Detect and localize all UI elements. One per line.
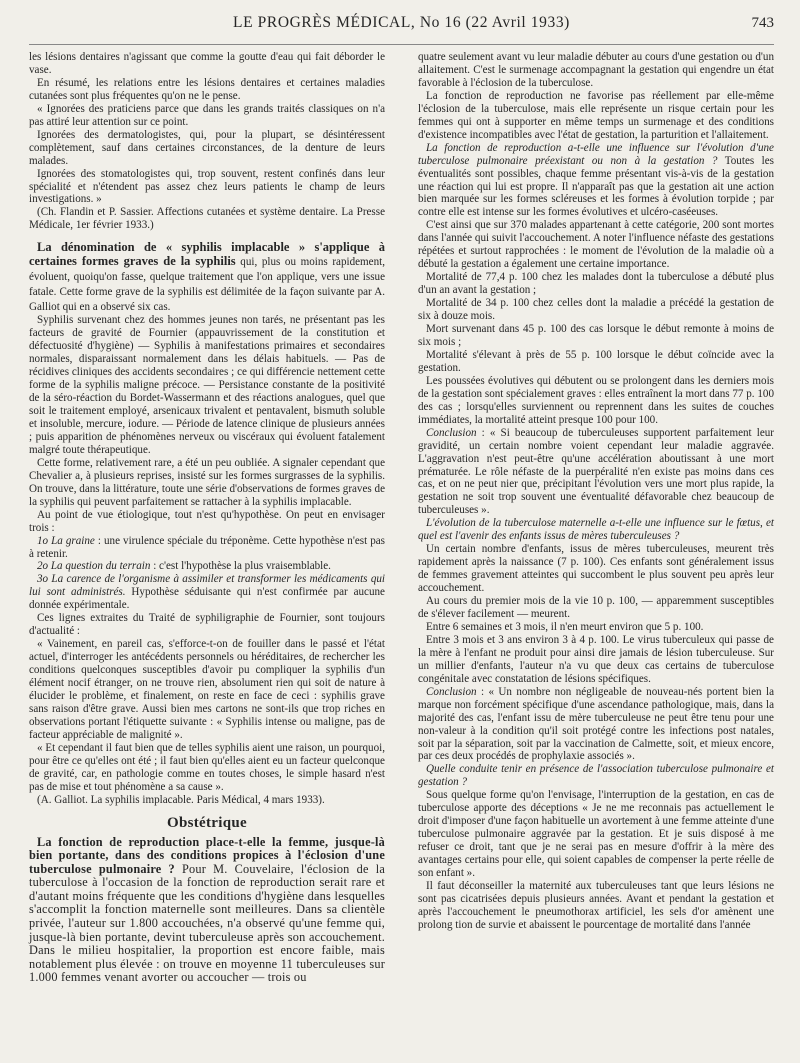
paragraph: C'est ainsi que sur 370 malades appartenant à cette catégorie, 200 sont mortes dans l'année qui suivit l'accouchement. A noter l'influence néfaste des gestations répétées et surtout rapprochées : le moment de l'évolution de la maladie où a débuté la gestation a également une certaine importance. <box>418 219 774 271</box>
paragraph: « Ignorées des praticiens parce que dans les grands traités classiques on n'a pas attiré leur attention sur ce point. <box>29 102 385 128</box>
paragraph: Syphilis survenant chez des hommes jeunes non tarés, ne présentant pas les facteurs de gravité de Fournier (appauvrissement de la constitution et défectuosité d'hygiène) — Syphilis à manifestations primaires et secondaires normales, disparaissant normalement dans les délais habituels. — Pas de récidives cliniques des accidents secondaires ; ce qui différencie nettement cette forme de la syphilis maligne précoce. — Persistance constante de la positivité de la séro-réaction du Bordet-Wassermann et des réactions analogues, quel que soit le traitement employé, arsenicaux trivalent et pentavalent, bismuth soluble et insoluble, mercure, iodure. — Période de latence clinique de plusieurs années ; puis apparition de phénomènes nerveux ou viscéraux qui évoluent fatalement malgré toute thérapeutique. <box>29 314 385 456</box>
running-header <box>29 14 774 45</box>
conclusion-text: : « Un nombre non négligeable de nouveau-nés portent bien la marque non forcément spécifique d'une ascendance pathologique, mais, dans la majorité des cas, l'enfant issu de mère tuberculeuse ne peut être tenu pour une non-valeur à la condition qu'il soit protégé contre les infections post natales, soit par la séparation, soit par la vaccination de Calmette, soit, et mieux encore, par ces deux procédés de prophylaxie associés ». <box>418 685 774 763</box>
paragraph: Au cours du premier mois de la vie 10 p. 100, — apparemment susceptibles de s'élever facilement — meurent. <box>418 595 774 620</box>
paragraph: Sous quelque forme qu'on l'envisage, l'interruption de la gestation, en cas de tuberculose apporte des déceptions « Je ne me reconnais pas actuellement le droit d'imposer d'une façon habituelle un avortement à une femme atteinte d'une tuberculose pulmonaire aggravée par la gestation. Et je suis disposé à me refuser ce droit, tant que je ne serai pas en mesure d'offrir à la mère des avantages certains pour elle, qui soient capables de compenser la perte réelle de son enfant ». <box>418 789 774 880</box>
left-column <box>29 51 385 985</box>
paragraph: les lésions dentaires n'agissant que comme la goutte d'eau qui fait déborder le vase. <box>29 51 385 76</box>
paragraph: Ces lignes extraites du Traité de syphiligraphie de Fournier, sont toujours d'actualité : <box>29 612 385 638</box>
paragraph: Mortalité s'élevant à près de 55 p. 100 lorsque le début coïncide avec la gestation. <box>418 348 774 374</box>
paragraph: En résumé, les relations entre les lésions dentaires et certaines maladies cutanées sont plus fréquentes qu'on ne le pense. <box>29 76 385 102</box>
conclusion-label: Conclusion <box>426 426 477 439</box>
section-heading-obstetrique: Obstétrique <box>167 814 247 831</box>
right-column <box>418 51 774 985</box>
list-item <box>29 573 385 612</box>
quote-paragraph: « Vainement, en pareil cas, s'efforce-t-on de fouiller dans le passé et l'état actuel, d'interroger les antécédents personnels ou héréditaires, de rechercher les conditions quelconques susceptibles d'avoir pu compliquer la syphilis d'un élément nocif étranger, on ne trouve rien, absolument rien qui soit de nature à élucider le problème, et finalement, on reste en face de ceci : syphilis grave sans raison d'être grave. Aussi bien mes cartons ne sont-ils que trop riches en observations portant l'étiquette suivante : « Syphilis intense ou maligne, pas de facteur appréciable de malignité ». <box>29 638 385 741</box>
paragraph: Ignorées des dermatologistes, qui, pour la plupart, se désintéressent complètement, sauf dans certaines circonstances, de la denture de leurs malades. <box>29 128 385 167</box>
lead-rest: Pour M. Couvelaire, l'éclosion de la tuberculose à l'occasion de la fonction de reproduction serait rare et d'autant moins fréquente que les conditions d'hygiène dans lesquelles s'accomplit la fonction maternelle sont meilleures. Dans sa clientèle privée, l'auteur sur 1.800 accouchées, n'a observé qu'une femme qui, jusque-là bien portante, devint tuberculeuse après son accouchement. Dans le milieu hospitalier, la proportion est encore faible, mais notablement plus élevée : on trouve en moyenne 11 tuberculeuses sur 1.000 femmes venant avorter ou accoucher — trois ou <box>29 861 385 985</box>
conclusion-paragraph <box>418 686 774 764</box>
paragraph: quatre seulement avant vu leur maladie débuter au cours d'une gestation ou d'un allaitement. C'est le surmenage accompagnant la gestation qui engendre un état favorable à l'éclosion de la tuberculose. <box>418 51 774 89</box>
paragraph: Les poussées évolutives qui débutent ou se prolongent dans les derniers mois de la gestation sont spécialement graves : elles entraînent la mort dans 77 p. 100 des cas ; lorsqu'elles surviennent ou reprennent dans les suites de couches immédiates, la mortalité atteint presque 100 pour 100. <box>418 374 774 426</box>
paragraph: Mort survenant dans 45 p. 100 des cas lorsque le début remonte à moins de six mois ; <box>418 323 774 348</box>
lead-rest: qui, plus ou moins rapidement, évoluent, quoiqu'on fasse, quelque traitement que l'on applique, vers une issue fatale. Cette forme grave de la syphilis est délimitée de la façon suivante par A. Galliot qui en a observé six cas. <box>29 256 385 314</box>
paragraph: Mortalité de 34 p. 100 chez celles dont la maladie a précédé la gestation de six à douze mois. <box>418 297 774 323</box>
paragraph: Mortalité de 77,4 p. 100 chez les malades dont la tuberculose a débuté plus d'un an avant la gestation ; <box>418 271 774 297</box>
article-lead-syphilis <box>29 240 385 314</box>
two-column-body <box>29 51 774 985</box>
citation: (A. Galliot. La syphilis implacable. Paris Médical, 4 mars 1933). <box>37 793 325 806</box>
list-item <box>29 535 385 561</box>
list-label: 3o La carence de l'organisme à assimiler et transformer les médicaments qui lui sont administrés. <box>29 573 385 599</box>
list-label: 1o La graine <box>37 534 95 547</box>
article-lead-obstetrics <box>29 836 385 986</box>
conclusion-text: : « Si beaucoup de tuberculeuses supportent parfaitement leur gravidité, un certain nombre voient cependant leur maladie aggravée. L'aggravation n'est peut-être qu'une accélération aboutissant à une mort prématurée. Le rôle néfaste de la puerpéralité n'en existe pas moins dans ces cas, et on ne peut nier que, précipitant l'évolution vers une mort plus rapide, la gestation ne soit trop souvent une éventualité défavorable chez beaucoup de tuberculeuses ». <box>418 426 774 517</box>
quote-paragraph: « Et cependant il faut bien que de telles syphilis aient une raison, un pourquoi, pour être ce qu'elles ont été ; il faut bien qu'elles aient eu un facteur quelconque de gravité, car, en pathologie comme en toutes choses, le simple hasard n'est pas de mise et tout phénomène a sa cause ». <box>29 741 385 793</box>
list-text: : c'est l'hypothèse la plus vraisemblable. <box>150 560 331 573</box>
question-italic: La fonction de reproduction a-t-elle une influence sur l'évolution d'une tuberculose pulmonaire préexistant ou non à la gestation ? <box>418 141 774 167</box>
citation: (Ch. Flandin et P. Sassier. Affections cutanées et système dentaire. La Presse Médicale, 1er février 1933.) <box>29 206 385 232</box>
paragraph: Entre 3 mois et 3 ans environ 3 à 4 p. 100. Le virus tuberculeux qui passe de la mère à l'enfant ne produit pour ainsi dire jamais de lésion tuberculeuse. Sur un millier d'enfants, l'auteur n'a vu que deux cas certains de tuberculose congénitale avec constatation de lésions spécifiques. <box>418 633 774 685</box>
paragraph: Au point de vue étiologique, tout n'est qu'hypothèse. On peut en envisager trois : <box>29 508 385 534</box>
journal-title: LE PROGRÈS MÉDICAL, No 16 (22 Avril 1933) <box>233 14 570 31</box>
paragraph: Ignorées des stomatologistes qui, trop souvent, restent confinés dans leur spécialité et n'étendent pas assez chez leurs patients le champ de leurs investigations. » <box>29 167 385 206</box>
paragraph: La fonction de reproduction ne favorise pas réellement par elle-même l'éclosion de la tuberculose, mais elle représente un risque certain pour les femmes qui ont à supporter en même temps un surmenage et des conditions d'existence incompatibles avec l'état de gestation, la parturition et l'allaitement. <box>418 89 774 141</box>
list-label: 2o La question du terrain <box>37 560 151 573</box>
lead-bold: La fonction de reproduction place-t-elle la femme, jusque-là bien portante, dans des conditions propices à l'éclosion d'une tuberculose pulmonaire ? <box>29 834 385 876</box>
list-item <box>29 560 385 573</box>
paragraph: Un certain nombre d'enfants, issus de mères tuberculeuses, meurent très rapidement après la naissance (7 p. 100). Ces enfants sont généralement issus de femmes gravement atteintes qui succombent le plus souvent peu après leur accouchement. <box>418 543 774 595</box>
question-answer: Toutes les éventualités sont possibles, chaque femme présentant vis-à-vis de la gestation une réaction qui lui est propre. Il n'apparaît pas que la gestation ait une action bien marquée sur les formes scléreuses et les formes à évolution torpide ; par contre elle est intense sur les formes évolutives et ulcéro-caséeuses. <box>418 154 774 219</box>
list-text: Hypothèse séduisante qui n'est confirmée par aucune donnée expérimentale. <box>29 586 385 612</box>
conclusion-label: Conclusion <box>426 685 477 698</box>
question-italic: L'évolution de la tuberculose maternelle a-t-elle une influence sur le fœtus, et quel est l'avenir des enfants issus de mères tuberculeuses ? <box>418 517 774 543</box>
paragraph: Cette forme, relativement rare, a été un peu oubliée. A signaler cependant que Chevalier a, à plusieurs reprises, insisté sur les formes surgrasses de la syphilis. On trouve, dans la littérature, toute une série d'observations de formes graves de la syphilis qui peuvent parfaitement se rattacher à la syphilis implacable. <box>29 456 385 508</box>
lead-bold: La dénomination de « syphilis implacable » s'applique à certaines formes graves de la syphilis <box>29 240 385 269</box>
paragraph: Il faut déconseiller la maternité aux tuberculeuses tant que leurs lésions ne sont pas cicatrisées depuis plusieurs années. Avant et pendant la gestation et après l'accouchement le pneumothorax artificiel, les sels d'or amènent une prolong tion de survie et abaissent le pourcentage de mortalité dans l'année <box>418 880 774 931</box>
paragraph <box>418 142 774 220</box>
question-italic: Quelle conduite tenir en présence de l'association tuberculose pulmonaire et gestation ? <box>418 763 774 789</box>
paragraph: Entre 6 semaines et 3 mois, il n'en meurt environ que 5 p. 100. <box>426 620 704 633</box>
conclusion-paragraph <box>418 427 774 518</box>
list-text: : une virulence spéciale du tréponème. Cette hypothèse n'est pas à retenir. <box>29 534 385 560</box>
page-number: 743 <box>751 15 774 31</box>
